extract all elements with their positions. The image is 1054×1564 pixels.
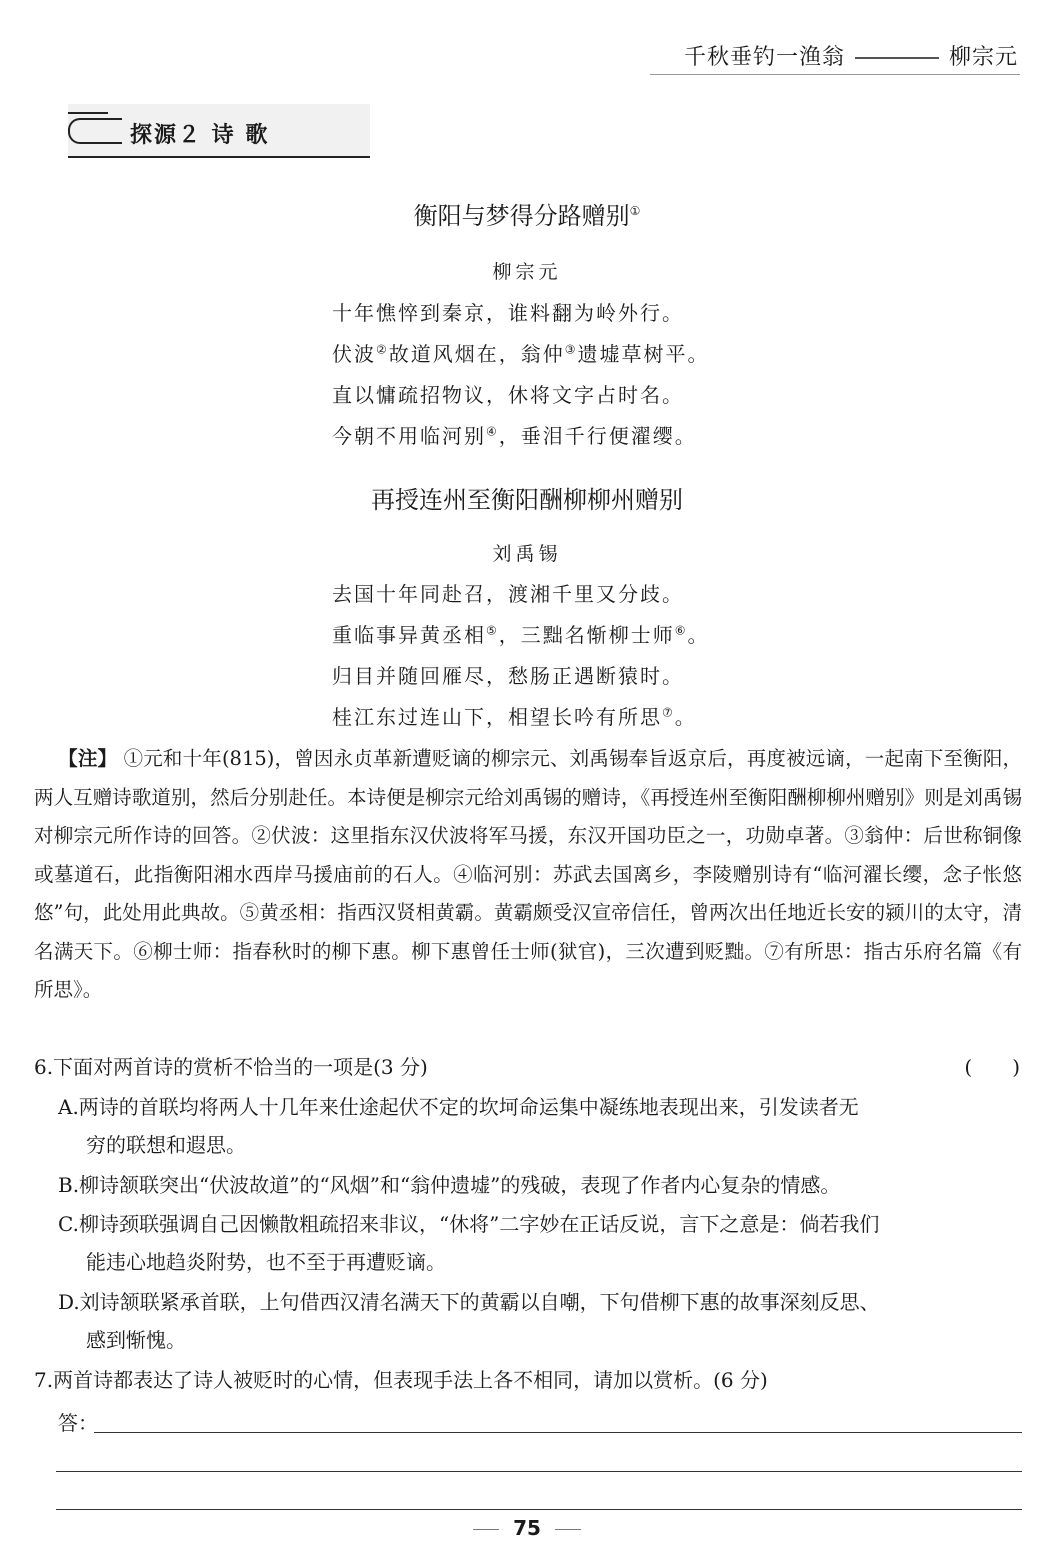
poem1-line-4-text-b: ，垂泪千行便濯缨。 — [498, 424, 697, 448]
poem1-line-1-text: 十年憔悴到秦京，谁料翻为岭外行。 — [332, 301, 684, 325]
section-tag-ornament-line — [68, 112, 108, 114]
poem2-author: 刘禹锡 — [492, 543, 562, 565]
footnote-mark-5: ⑤ — [486, 623, 499, 638]
option-c-continued: 能违心地趋炎附势，也不至于再遭贬谪。 — [86, 1250, 446, 1274]
footnote-mark-6: ⑥ — [674, 623, 688, 638]
answer-line-3[interactable] — [56, 1509, 1022, 1510]
section-tag — [34, 104, 336, 160]
poem1-line-2-text-c: 遗墟草树平。 — [577, 342, 710, 366]
option-d — [58, 1283, 1024, 1359]
question-6-answer-bracket[interactable]: ( ) — [964, 1055, 1020, 1079]
poem2-line-2-text-b: ，三黜名惭柳士师 — [498, 623, 675, 647]
poem1-line-3-text: 直以慵疏招物议，休将文字占时名。 — [332, 383, 684, 407]
footnote-mark-4: ④ — [486, 424, 499, 439]
notes-text: ①元和十年(815)，曾因永贞革新遭贬谪的柳宗元、刘禹锡奉旨返京后，再度被远谪，一起南下至衡阳，两人互赠诗歌道别，然后分别赴任。本诗便是柳宗元给刘禹锡的赠诗，《再授连州至衡阳酬柳柳州赠别》则是刘禹锡对柳宗元所作诗的回答。②伏波：这里指东汉伏波将军马援，东汉开国功臣之一，功勋卓著。③翁仲：后世称铜像或墓道石，此指衡阳湘水西岸马援庙前的石人。④临河别：苏武去国离乡，李陵赠别诗有“临河濯长缨，念子怅悠悠”句，此处用此典故。⑤黄丞相：指西汉贤相黄霸。黄霸颇受汉宣帝信任，曾两次出任地近长安的颍川的太守，清名满天下。⑥柳士师：指春秋时的柳下惠。柳下惠曾任士师(狱官)，三次遭到贬黜。⑦有所思：指古乐府名篇《有所思》。 — [34, 747, 1022, 1001]
question-6-stem: 6.下面对两首诗的赏析不恰当的一项是(3 分) — [34, 1055, 428, 1079]
poem2-line-1 — [332, 578, 684, 607]
question-7-stem: 7.两首诗都表达了诗人被贬时的心情，但表现手法上各不相同，请加以赏析。(6 分) — [34, 1368, 768, 1392]
page-number — [0, 1516, 1054, 1540]
footnote-mark-7: ⑦ — [662, 705, 675, 720]
option-b-text: B.柳诗颔联突出“伏波故道”的“风烟”和“翁仲遗墟”的残破，表现了作者内心复杂的情感。 — [58, 1173, 841, 1197]
running-head-name: 柳宗元 — [948, 45, 1018, 70]
poem1-line-1 — [332, 297, 684, 326]
poem1-author: 柳宗元 — [492, 261, 562, 283]
poem1-line-4 — [332, 420, 697, 449]
footnote-mark-2: ② — [376, 342, 389, 357]
answer-line-2[interactable] — [56, 1471, 1022, 1472]
poem2-line-2 — [332, 619, 710, 648]
poem2-line-4 — [332, 701, 697, 730]
page-number-dash-left — [473, 1529, 499, 1530]
option-a-continued: 穷的联想和遐思。 — [86, 1133, 246, 1157]
notes-block — [34, 740, 1022, 1010]
option-c-text: C.柳诗颈联强调自己因懒散粗疏招来非议，“休将”二字妙在正话反说，言下之意是：倘若我们 — [58, 1212, 880, 1236]
poem1-line-4-text-a: 今朝不用临河别 — [332, 424, 486, 448]
poem2-line-1-text: 去国十年同赴召，渡湘千里又分歧。 — [332, 582, 684, 606]
poem2-line-2-text-a: 重临事异黄丞相 — [332, 623, 486, 647]
poem1-title-text: 衡阳与梦得分路赠别 — [413, 202, 630, 230]
poem2-title: 再授连州至衡阳酬柳柳州赠别 — [371, 486, 683, 514]
option-c — [58, 1205, 1024, 1281]
footnote-mark-3: ③ — [564, 342, 578, 357]
option-b — [58, 1166, 1024, 1204]
poem1-title-footnote-mark: ① — [629, 204, 641, 218]
option-a — [58, 1088, 1024, 1164]
option-d-continued: 感到惭愧。 — [86, 1328, 186, 1352]
poem2-line-3-text: 归目并随回雁尽，愁肠正遇断猿时。 — [332, 664, 684, 688]
poem2-line-4-text-a: 桂江东过连山下，相望长吟有所思 — [332, 705, 662, 729]
answer-label: 答： — [58, 1411, 98, 1435]
page-number-dash-right — [555, 1529, 581, 1530]
poem2-line-3 — [332, 660, 684, 689]
running-head-separator — [855, 57, 939, 59]
poem1-line-3 — [332, 379, 684, 408]
poem2-line-4-text-b: 。 — [674, 705, 697, 729]
header-rule — [650, 74, 1020, 75]
section-tag-curl-icon — [68, 118, 122, 144]
poem1-line-2 — [332, 338, 710, 367]
answer-line-1[interactable] — [94, 1432, 1022, 1433]
poem1-title — [0, 196, 1054, 231]
section-tag-label: 探源２ 诗 歌 — [130, 123, 270, 148]
running-head-series: 千秋垂钓一渔翁 — [683, 45, 845, 70]
option-a-text: A.两诗的首联均将两人十几年来仕途起伏不定的坎坷命运集中凝练地表现出来，引发读者无 — [58, 1095, 859, 1119]
poem2-line-2-text-c: 。 — [687, 623, 710, 647]
running-head — [684, 40, 1018, 71]
page-number-text: 75 — [513, 1516, 541, 1540]
poem1-line-2-text-a: 伏波 — [332, 342, 376, 366]
poem1-line-2-text-b: 故道风烟在，翁仲 — [388, 342, 565, 366]
option-d-text: D.刘诗颔联紧承首联，上句借西汉清名满天下的黄霸以自嘲，下句借柳下惠的故事深刻反思、 — [58, 1290, 880, 1314]
notes-tag: 【注】 — [58, 747, 118, 770]
